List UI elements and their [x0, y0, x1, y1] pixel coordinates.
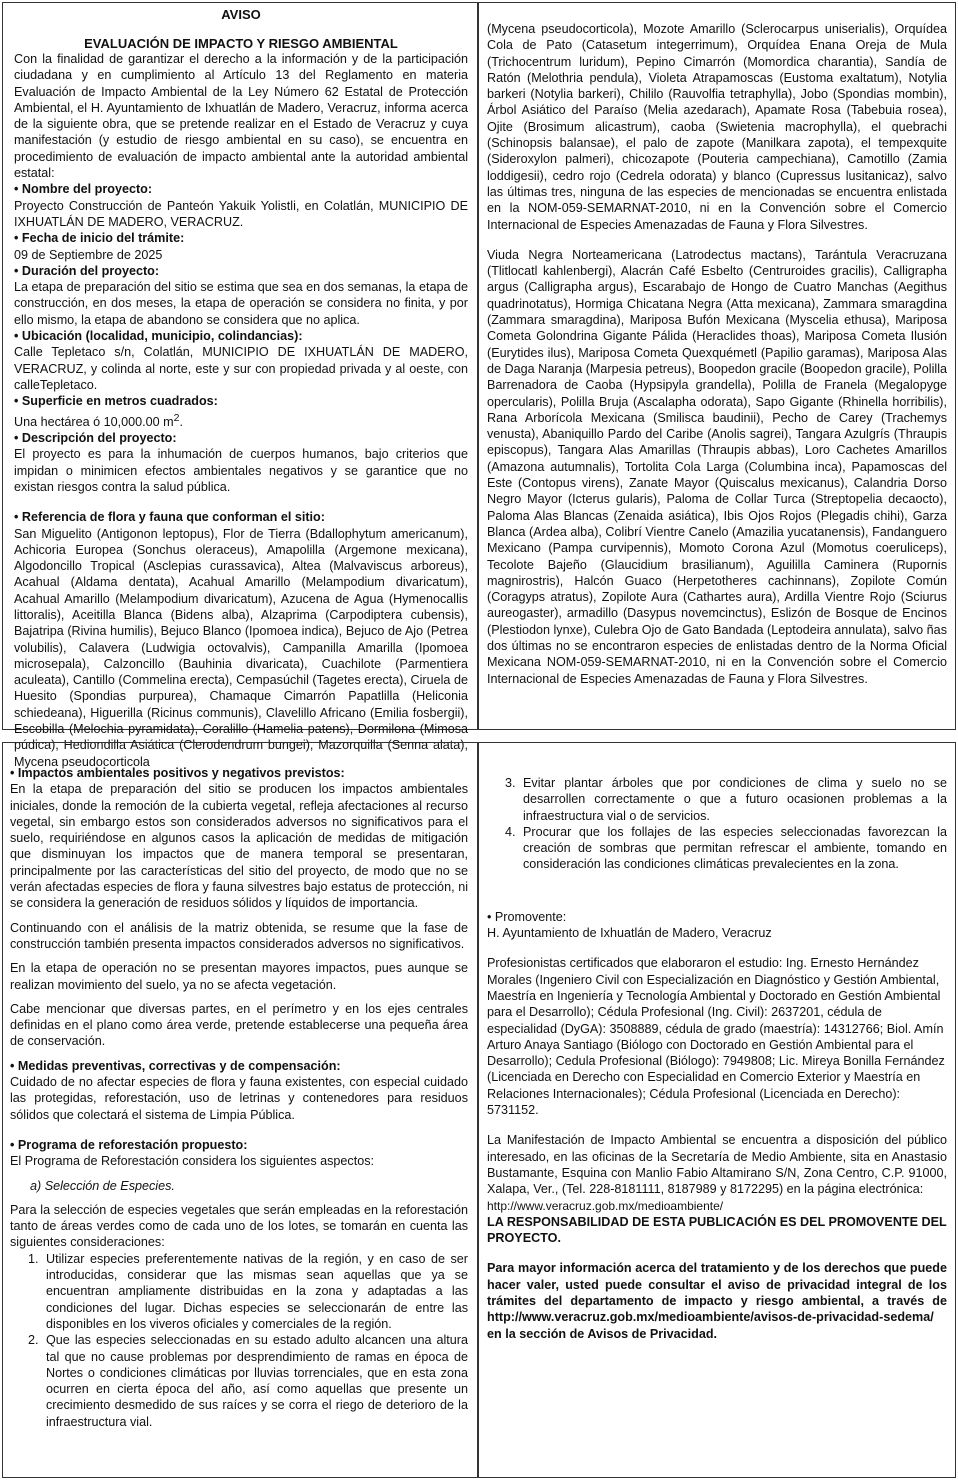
impacts-paragraph-4: Cabe mencionar que diversas partes, en el perímetro y en los ejes centrales definidas en el plano como área verde, pretende establecerse una pequeña área de conservación.	[10, 1001, 468, 1049]
notice-title: AVISO	[221, 7, 261, 22]
list-item-text: Que las especies seleccionadas en su estado adulto alcancen una altura tal que no cause problemas por desprendimiento de ramas en época de Nortes o condiciones climáticas por lluvias torrenciales, que en esta zona ocurren en cierta época del año, así como aquellas que presente un crecimiento desmedido de sus raíces y se corra el riego de deterioro de la infraestructura vial.	[46, 1333, 468, 1429]
location: Calle Tepletaco s/n, Colatlán, MUNICIPIO DE IXHUATLÁN DE MADERO, VERACRUZ, y colinda al norte, este y sur con propiedad privada y al oeste, con calleTepletaco.	[14, 345, 468, 392]
intro-paragraph: Con la finalidad de garantizar el derecho a la información y de la participación ciudadana y en cumplimiento al Artículo 13 del Reglamento en materia Evaluación de Impacto Ambiental de la Ley Número 62 Estatal de Protección Ambiental, el H. Ayuntamiento de Ixhuatlán de Madero, Veracruz, informa acerca de la siguiente obra, que se pretende realizar en el Estado de Veracruz y cuya manifestación (y estudio de riesgo ambiental en su caso), se encuentra en procedimiento de evaluación de impacto ambiental ante la autoridad ambiental estatal:	[14, 52, 468, 181]
flora-list-continued: (Mycena pseudocorticola), Mozote Amarillo (Sclerocarpus uniserialis), Orquídea Cola de Pato (Catasetum integerrimum), Orquídea Enana Oreja de Mula (Trichocentrum luridum), Pepino Cimarrón (Momordica charantia), Sandía de Ratón (Melothria pendula), Violeta Atrapamoscas (Eustoma exaltatum), Notylia barkeri (Notylia barkeri), Chililo (Rauvolfia tetraphylla), Jobo (Spondias mombin), Árbol Asiático del Paraíso (Melia azedarach), Apamate Rosa (Tabebuia rosea), Ojite (Brosimum alicastrum), caoba (Swietenia macrophylla), el quebrachi (Schinopsis balansae), el palo de zapote (Manilkara zapota), el tempexquite (Sideroxylon palmeri), chicozapote (Pouteria campechiana), Camotillo (Zamia loddigesii), cedro rojo (Cedrela odorata) y blanco (Cupressus lusitanicaz), salvo las últimas tres, ninguna de las especies de mencionadas se encuentra enlistada en la NOM-059-SEMARNAT-2010, ni en la Convención sobre el Comercio Internacional de Especies Amenazadas de Fauna y Flora Silvestres.	[487, 22, 947, 232]
project-name: Proyecto Construcción de Panteón Yakuik Yolistli, en Colatlán, MUNICIPIO DE IXHUATLÁN DE MADERO, VERACRUZ.	[14, 198, 468, 229]
subsection-species-selection: a) Selección de Especies.	[30, 1178, 175, 1193]
notice-box-bottom-right	[478, 742, 956, 1478]
list-item	[487, 775, 947, 824]
duration: La etapa de preparación del sitio se estima que sea en dos semanas, la etapa de construcción, en dos meses, la etapa de operación se considera no finita, y por ello mismo, la etapa de abandono se considera que no aplica.	[14, 280, 468, 327]
list-item-number: 4.	[505, 824, 516, 839]
selection-paragraph: Para la selección de especies vegetales que serán empleadas en la reforestación tanto de áreas verdes como de cada uno de los lotes, se tomarán en cuenta las siguientes consideraciones:	[10, 1202, 468, 1250]
heading-description: • Descripción del proyecto:	[14, 431, 177, 446]
heading-promoter: • Promovente:	[487, 909, 567, 924]
privacy-notice: Para mayor información acerca del tratamiento y de los derechos que puede hacer valer, usted puede consultar el aviso de privacidad integral de los trámites del departamento de impacto y riesgo ambiental, a través de http://www.veracruz.gob.mx/medioambiente/avisos-de-privacidad-sedema/ en la sección de Avisos de Privacidad.	[487, 1261, 947, 1341]
impacts-paragraph-3: En la etapa de operación no se presentan mayores impactos, pues aunque se realizan movimiento del suelo, ya no se afecta vegetación.	[10, 961, 468, 992]
professionals-paragraph: Profesionistas certificados que elaboraron el estudio: Ing. Ernesto Hernández Morales (Ingeniero Civil con Especialización en Diagnóstico y Gestión Ambiental, Maestría en Ingeniería y Tecnología Ambiental y Doctorado en Gestión Ambiental para el Desarrollo); Cédula Profesional (Ing. Civil): 2637201, cédula de especialidad (DyGA): 3508889, cédula de grado (maestría): 14312766; Biol. Amín Arturo Anaya Santiago (Biólogo con Doctorado en Gestión Ambiental para el Desarrollo); Cedula Profesional (Biólogo): 7949808; Lic. Mireya Bonilla Fernández (Licenciada en Derecho con Especialidad en Comercio Exterior y Maestría en Relaciones Internacionales); Cédula Profesional (Licenciada en Derecho): 5731152.	[487, 956, 945, 1118]
list-item	[487, 824, 947, 873]
heading-project-name: • Nombre del proyecto:	[14, 182, 153, 197]
list-item-text: Utilizar especies preferentemente nativas de la región, y en caso de ser introducidas, considerar que las mismas sean aquellas que ya se encuentran ampliamente distribuidas en la zona y adaptadas a las condiciones del lugar. Dichas especies se seleccionarán de entre las disponibles en los viveros oficiales y comerciales de la región.	[46, 1251, 468, 1331]
considerations-list-continued	[487, 775, 947, 873]
notice-box-top-left	[2, 2, 478, 769]
heading-location: • Ubicación (localidad, municipio, colindancias):	[14, 329, 303, 344]
area-value: Una hectárea ó 10,000.00 m	[14, 414, 174, 429]
fauna-list: Viuda Negra Norteamericana (Latrodectus mactans), Tarántula Veracruzana (Tlitlocatl kahlenbergi), Alacrán Café Esbelto (Centruroides gracilis), Calligrapha argus (Calligrapha argus), Escarabajo de Hongo de Cuatro Manchas (Aegithus quadrinotatus), Hormiga Chicatana Negra (Atta mexicana), Zammara smaragdina (Zammara smaragdina), Mariposa Bufón Mexicana (Myscelia ethusa), Mariposa Cometa Golondrina Gigante Pálida (Heraclides thoas), Mariposa Cometa Ilusión (Eurytides ilus), Mariposa Cometa Quexquémetl (Papilio garamas), Mariposa Alas de Daga Naranja (Marpesia petreus), Boopedon gracile (Boopedon gracile), Polilla Barrenadora de Caoba (Hypsipyla grandella), Polilla de Franela (Megalopyge opercularis), Polilla Bruja (Ascalapha odorata), Sapo Gigante (Rhinella horribilis), Rana Arborícola Mexicana (Smilisca baudinii), Pecho de Carey (Trachemys venusta), Abaniquillo Pardo del Caribe (Anolis sagrei), Tangara Azulgrís (Thraupis episcopus), Tangara Alas Amarillas (Thraupis abbas), Loro Cachetes Amarillos (Amazona autumnalis), Tortolita Cola Larga (Columbina inca), Papamoscas del Este (Contopus virens), Zanate Mayor (Quiscalus mexicanus), Calandria Dorso Negro Mayor (Icterus gularis), Paloma de Collar Turca (Streptopelia decaocto), Paloma Alas Blancas (Zenaida asiática), Ibis Ojos Rojos (Plegadis chihi), Garza Blanca (Ardea alba), Colibrí Vientre Canelo (Amazilia yucatanensis), Fandanguero Mexicano (Pampa curvipennis), Momoto Corona Azul (Momotus coeruliceps), Tecolote Bajeño (Glaucidium brasilianum), Aguililla Caminera (Rupornis magnirostris), Halcón Guaco (Herpetotheres cachinnans), Zopilote Común (Coragyps atratus), Zopilote Aura (Cathartes aura), Ardilla Vientre Rojo (Sciurus aureogaster), armadillo (Dasypus novemcinctus), Eslizón de Bosque de Encinos (Plestiodon lynxe), Culebra Ojo de Gato Bandada (Leptodeira annulata), salvo ñas dos últimas no se encontraron especies de enlistadas dentro de la Norma Oficial Mexicana NOM-059-SEMARNAT-2010, ni en la Convención sobre el Comercio Internacional de Especies Amenazadas de Fauna y Flora Silvestres.	[487, 247, 947, 686]
description: El proyecto es para la inhumación de cuerpos humanos, bajo criterios que impidan o minimicen efectos ambientales negativos y se garantice que no existan riesgos contra la salud pública.	[14, 447, 468, 494]
responsibility-notice: LA RESPONSABILIDAD DE ESTA PUBLICACIÓN ES DEL PROMOVENTE DEL PROYECTO.	[487, 1214, 947, 1246]
heading-reforestation: • Programa de reforestación propuesto:	[10, 1137, 248, 1152]
list-item-text: Procurar que los follajes de las especies seleccionadas favorezcan la creación de sombras que permitan refrescar el ambiente, tomando en consideración las condiciones climáticas prevalecientes en la zona.	[523, 824, 947, 872]
heading-start-date: • Fecha de inicio del trámite:	[14, 231, 185, 246]
list-item	[10, 1332, 468, 1430]
start-date: 09 de Septiembre de 2025	[14, 247, 163, 262]
list-item	[10, 1251, 468, 1332]
list-item-number: 3.	[505, 776, 516, 790]
promoter: H. Ayuntamiento de Ixhuatlán de Madero, Veracruz	[487, 926, 772, 941]
measures: Cuidado de no afectar especies de flora y fauna existentes, con especial cuidado las protegidas, reforestación, uso de letrinas y contenedores para residuos sólidos que colectará el sistema de Limpia Pública.	[10, 1075, 468, 1122]
considerations-list	[10, 1251, 468, 1430]
area	[14, 410, 468, 430]
list-item-number: 1.	[28, 1251, 39, 1266]
heading-impacts: • Impactos ambientales positivos y negativos previstos:	[10, 766, 345, 780]
notice-box-bottom-left	[2, 742, 478, 1478]
flora-list: San Miguelito (Antigonon leptopus), Flor de Tierra (Bdallophytum americanum), Achicoria Europea (Sonchus oleraceus), Amapolilla (Argemone mexicana), Algodoncillo Tropical (Asclepias curassavica), Altea (Malvaviscus arboreus), Acahual (Aldama dentata), Acahual Amarillo (Melampodium divaricatum), Acahual Amarillo (Melampodium divaricatum), Azucena de Agua (Hymenocallis littoralis), Aceitilla Blanca (Bidens alba), Alzaprima (Carpodiptera cubensis), Bajatripa (Rivina humilis), Bejuco Blanco (Ipomoea indica), Bejuco de Ajo (Petrea volubilis), Calavera (Ludwigia octovalvis), Campanilla Amarilla (Ipomoea microsepala), Calzoncillo (Bauhinia divaricata), Cuachilote (Parmentiera aculeata), Cantillo (Commelina erecta), Cempasúchil (Tagetes erecta), Ciruela de Huesito (Spondias purpurea), Chamaque Cimarrón Papatlilla (Heliconia schiedeana), Higuerilla (Ricinus communis), Clavelillo Africano (Emilia fosbergii), Escobilla (Melochia pyramidata), Coralillo (Hamelia patens), Dormilona (Mimosa púdica), Hediondilla Asiática (Clerodendrum bungei), Mazorquilla (Senna alata), Mycena pseudocorticola	[14, 526, 468, 769]
impacts-paragraph-1: En la etapa de preparación del sitio se producen los impactos ambientales iniciales, donde la remoción de la cubierta vegetal, refleja afectaciones al recurso vegetal, sin embargo estos son considerados adversos no significativos para el suelo, requiriéndose en algunos casos la aplicación de medidas de mitigación que disminuyan los impactos que de manera temporal se presentaran, principalmente por las características del sitio del proyecto, de modo que no se verán afectadas especies de flora y fauna silvestres bajo estatus de protección, ni se considera la generación de residuos sólidos y líquidos de importancia.	[10, 782, 468, 911]
notice-subtitle: EVALUACIÓN DE IMPACTO Y RIESGO AMBIENTAL	[84, 36, 398, 51]
notice-box-top-right	[478, 2, 956, 730]
manifestation-paragraph: La Manifestación de Impacto Ambiental se encuentra a disposición del público interesado, en las oficinas de la Secretaría de Medio Ambiente, sita en Anastasio Bustamante, Esquina con Manlio Fabio Altamirano S/N, Zona Centro, C.P. 91000, Xalapa, Ver., (Tel. 228-8181111, 8187989 y 8172295) en la página electrónica:	[487, 1133, 947, 1197]
heading-measures: • Medidas preventivas, correctivas y de compensación:	[10, 1058, 341, 1073]
area-exponent: 2	[173, 411, 180, 424]
area-period: .	[179, 414, 183, 429]
heading-area: • Superficie en metros cuadrados:	[14, 394, 218, 409]
reforestation-intro: El Programa de Reforestación considera los siguientes aspectos:	[10, 1154, 375, 1169]
list-item-text: Evitar plantar árboles que por condiciones de clima y suelo no se desarrollen correctamente o que a futuro ocasionen problemas a la infraestructura vial o de servicios.	[523, 776, 947, 823]
list-item-number: 2.	[28, 1333, 39, 1348]
heading-flora-fauna: • Referencia de flora y fauna que conforman el sitio:	[14, 510, 325, 525]
heading-duration: • Duración del proyecto:	[14, 263, 160, 278]
environment-url: http://www.veracruz.gob.mx/medioambiente/	[487, 1198, 724, 1213]
impacts-paragraph-2: Continuando con el análisis de la matriz obtenida, se resume que la fase de construcción también presenta impactos considerados adversos no significativos.	[10, 920, 468, 951]
